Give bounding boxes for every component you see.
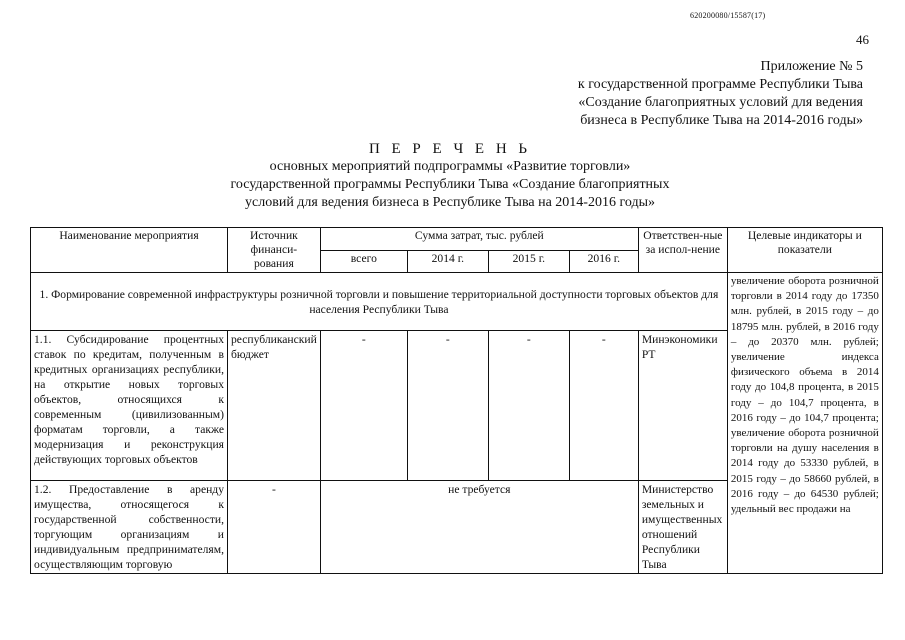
funding-source: республиканский бюджет [228,331,321,481]
title-line: государственной программы Республики Тыва «Создание благоприятных [230,177,670,192]
header-responsible: Ответствен-ные за испол-нение [638,228,727,273]
header-2014: 2014 г. [407,250,488,273]
document-title [120,140,780,212]
measure-name: 1.1. Субсидирование процентных ставок по кредитам, полученным в кредитных организациях республики, на открытие новых торговых объектов, относящихся к современным (цивилизованным) форматам торговли, а также модернизация и реконструкция действующих торговых объектов [31,331,228,481]
responsible: Минэкономики РТ [638,331,727,481]
cost-total: - [320,331,407,481]
section-row [31,273,883,331]
appendix-line: «Создание благоприятных условий для ведения [578,95,863,110]
appendix-line: к государственной программе Республики Тыва [577,77,863,92]
header-2016: 2016 г. [569,250,638,273]
funding-source: - [228,481,321,574]
header-2015: 2015 г. [488,250,569,273]
appendix-line: Приложение № 5 [760,59,863,74]
responsible: Министерство земельных и имущественных отношений Республики Тыва [638,481,727,574]
title-heading: П Е Р Е Ч Е Н Ь [368,141,532,157]
targets-cell: увеличение оборота розничной торговли в 2014 году до 17350 млн. рублей, в 2015 году – до 18795 млн. рублей, в 2016 году – до 20370 млн. рублей; увеличение индекса физического объема в 2014 году до 104,8 процента, в 2015 году – до 104,7 процента, в 2016 году – до 104,7 процента; увеличение оборота розничной торговли на душу населения в 2014 году до 53330 рублей, в 2015 году – до 58660 рублей, в 2016 году – до 64530 рублей; удельный вес продажи на [727,273,882,574]
page-number: 46 [856,32,869,47]
header-source: Источник финанси-рования [228,228,321,273]
document-id: 620200080/15587(17) [690,11,766,20]
cost-2015: - [488,331,569,481]
appendix-line: бизнеса в Республике Тыва на 2014-2016 годы» [580,113,863,128]
title-line: основных мероприятий подпрограммы «Развитие торговли» [269,159,631,174]
section-title: 1. Формирование современной инфраструктуры розничной торговли и повышение территориальной доступности торговых объектов для населения Республики Тыва [31,273,728,331]
measure-name: 1.2. Предоставление в аренду имущества, относящегося к государственной собственности, торгующим организациям и индивидуальным предпринимателям, осуществляющим торговую [31,481,228,574]
header-row [31,228,883,251]
cost-merged: не требуется [320,481,638,574]
header-targets: Целевые индикаторы и показатели [727,228,882,273]
header-name: Наименование мероприятия [31,228,228,273]
cost-2014: - [407,331,488,481]
header-total: всего [320,250,407,273]
header-costs: Сумма затрат, тыс. рублей [320,228,638,251]
appendix-heading [578,58,863,130]
cost-2016: - [569,331,638,481]
title-line: условий для ведения бизнеса в Республике Тыва на 2014-2016 годы» [245,195,655,210]
measures-table [30,227,883,574]
